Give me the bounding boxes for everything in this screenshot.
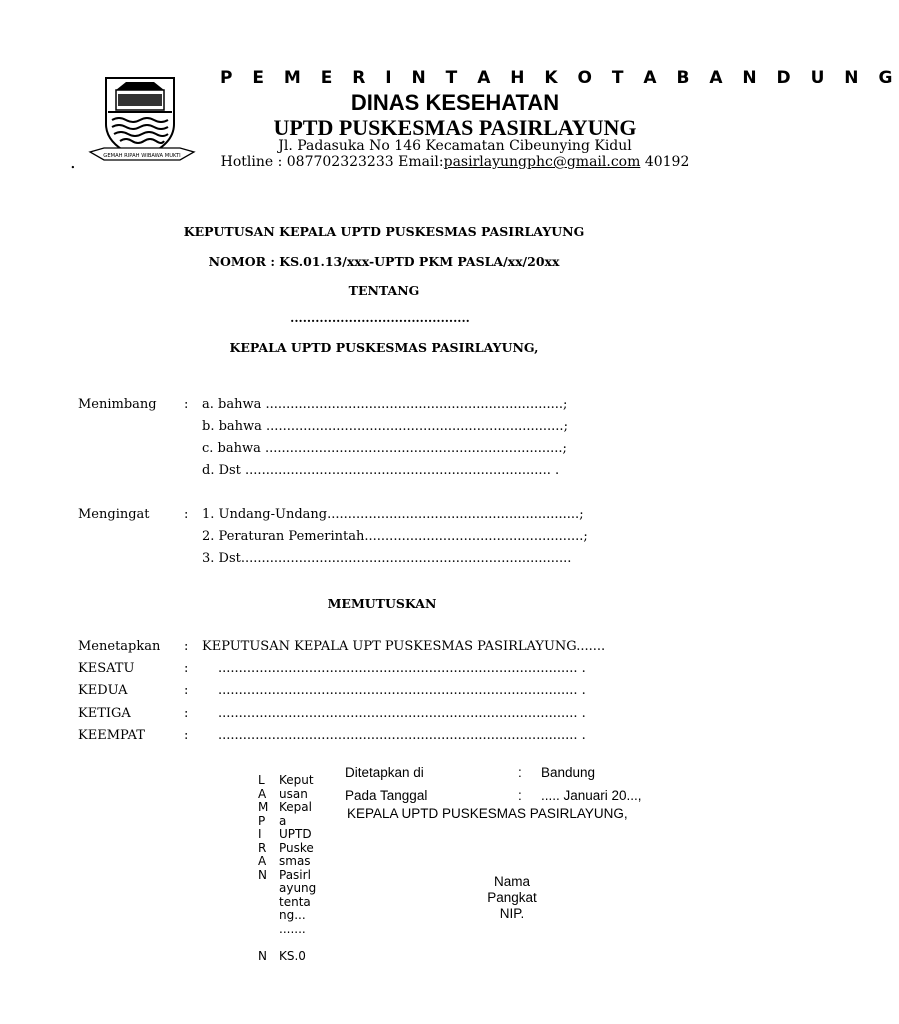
- kedua-colon: :: [184, 683, 189, 698]
- lampiran-word: tenta: [279, 894, 311, 909]
- lampiran-letter: N: [258, 867, 267, 882]
- lampiran-spacer: [258, 909, 268, 923]
- ditetapkan-colon: :: [518, 765, 522, 780]
- tentang-heading: TENTANG: [348, 283, 420, 298]
- mengingat-item: 2. Peraturan Pemerintah.....................................................;: [202, 529, 588, 544]
- lampiran-letter: N: [258, 948, 267, 963]
- jabatan-line: KEPALA UPTD PUSKESMAS PASIRLAYUNG,: [347, 806, 628, 821]
- signatory-name: Nama: [493, 874, 530, 889]
- kedua-label: KEDUA: [78, 683, 128, 698]
- ditetapkan-value: Bandung: [541, 765, 596, 780]
- lampiran-letter: A: [258, 854, 267, 868]
- subject-placeholder: ...........................................: [290, 311, 470, 325]
- kesatu-label: KESATU: [78, 661, 135, 676]
- address-line: Jl. Padasuka No 146 Kecamatan Cibeunying Kidul: [278, 138, 632, 154]
- city-emblem-logo: [96, 74, 188, 166]
- mengingat-item: 3. Dst................................................................................: [202, 551, 572, 566]
- lampiran-word: smas: [279, 854, 311, 868]
- lampiran-letter: R: [258, 840, 267, 855]
- menimbang-item: b. bahwa ........................................................................;: [202, 419, 568, 434]
- menimbang-item: a. bahwa ........................................................................;: [202, 397, 568, 412]
- email-link[interactable]: pasirlayungphc@gmail.com: [443, 154, 641, 170]
- lampiran-word: Puske: [279, 840, 314, 855]
- keempat-colon: :: [184, 728, 189, 743]
- mengingat-item: 1. Undang-Undang.............................................................;: [202, 507, 584, 522]
- decree-title: KEPUTUSAN KEPALA UPTD PUSKESMAS PASIRLAYUNG: [183, 224, 585, 239]
- svg-text:GEMAH RIPAH WIBAWA MUKTI: GEMAH RIPAH WIBAWA MUKTI: [103, 153, 181, 159]
- contact-line: [210, 154, 700, 170]
- agency-heading: DINAS KESEHATAN: [350, 90, 560, 115]
- memutuskan-heading: MEMUTUSKAN: [327, 596, 437, 611]
- lampiran-letter-column: [258, 774, 268, 963]
- government-heading: P E M E R I N T A H K O T A B A N D U N G: [220, 68, 899, 88]
- tanggal-value: ..... Januari 20...,: [541, 788, 642, 803]
- lampiran-word: ng...: [279, 908, 306, 922]
- tanggal-label: Pada Tanggal: [345, 788, 428, 803]
- kesatu-text: ....................................................................................... .: [218, 661, 586, 676]
- lampiran-word-column: [279, 774, 316, 963]
- lampiran-letter: P: [258, 813, 266, 828]
- menimbang-colon: :: [184, 397, 189, 412]
- lampiran-letter: I: [258, 827, 262, 841]
- menetapkan-colon: :: [184, 639, 189, 654]
- hotline-text: Hotline : 087702323233 Email:: [220, 154, 444, 170]
- lampiran-letter: A: [258, 786, 267, 801]
- ketiga-colon: :: [184, 706, 189, 721]
- lampiran-spacer: [258, 896, 268, 910]
- ketiga-text: ....................................................................................... .: [218, 706, 586, 721]
- lampiran-word: Pasirl: [279, 867, 311, 882]
- menimbang-item: d. Dst .......................................................................... .: [202, 463, 560, 478]
- menetapkan-label: Menetapkan: [78, 639, 161, 654]
- lampiran-letter: L: [258, 773, 265, 787]
- signatory-nip: NIP.: [499, 906, 525, 921]
- menimbang-label: Menimbang: [78, 397, 157, 412]
- keempat-label: KEEMPAT: [78, 728, 145, 743]
- signatory-rank: Pangkat: [487, 890, 537, 905]
- tanggal-colon: :: [518, 788, 522, 803]
- postal-code: 40192: [640, 154, 690, 170]
- lampiran-word: KS.0: [279, 948, 306, 963]
- kedua-text: ....................................................................................... .: [218, 683, 586, 698]
- ditetapkan-label: Ditetapkan di: [345, 765, 424, 780]
- unit-heading: UPTD PUSKESMAS PASIRLAYUNG: [273, 115, 637, 140]
- lampiran-word: Kepal: [279, 800, 312, 814]
- keempat-text: ....................................................................................... .: [218, 728, 586, 743]
- lampiran-word: Keput: [279, 773, 314, 787]
- lampiran-word: .......: [279, 921, 306, 936]
- lampiran-spacer: [279, 936, 316, 950]
- lampiran-word: ayung: [279, 881, 317, 895]
- lampiran-letter: M: [258, 800, 269, 814]
- menetapkan-text: KEPUTUSAN KEPALA UPT PUSKESMAS PASIRLAYUNG.......: [202, 639, 606, 654]
- signatory-heading: KEPALA UPTD PUSKESMAS PASIRLAYUNG,: [229, 340, 539, 355]
- kesatu-colon: :: [184, 661, 189, 676]
- lampiran-spacer: [258, 936, 268, 950]
- menimbang-item: c. bahwa ........................................................................;: [202, 441, 567, 456]
- decree-number: NOMOR : KS.01.13/xxx-UPTD PKM PASLA/xx/20xx: [208, 254, 560, 269]
- lampiran-word: UPTD: [279, 827, 312, 841]
- lampiran-spacer: [258, 882, 268, 896]
- ketiga-label: KETIGA: [78, 706, 131, 721]
- lampiran-word: usan: [279, 786, 308, 801]
- mengingat-colon: :: [184, 507, 189, 522]
- bullet-dot: .: [70, 152, 76, 173]
- lampiran-word: a: [279, 813, 287, 828]
- lampiran-spacer: [258, 923, 268, 937]
- mengingat-label: Mengingat: [78, 507, 150, 522]
